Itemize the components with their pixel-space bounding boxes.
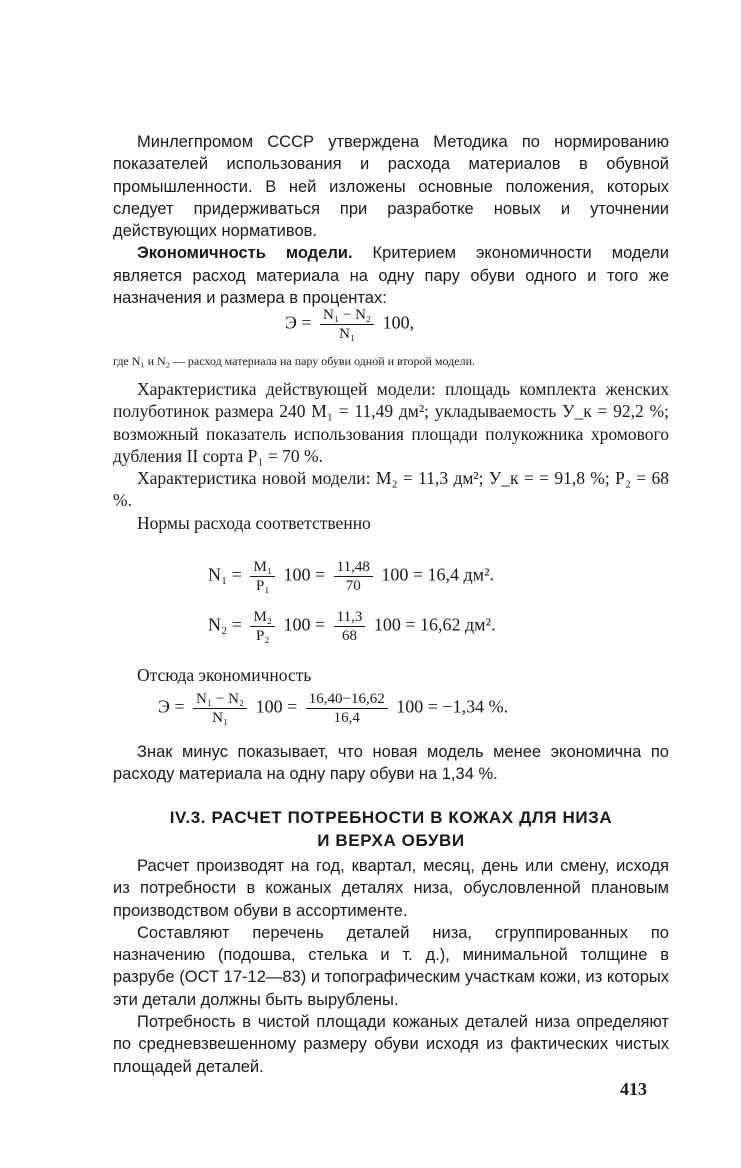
formula-n2 (208, 608, 495, 645)
where-note: где N₁ и N₂ — расход материала на пару обуви одной и второй модели. (113, 354, 476, 368)
formula1-numerator: N₁ − N₂ (320, 306, 374, 325)
formula3-fraction-2 (334, 608, 366, 645)
formula4-mid: 100 = (255, 696, 298, 717)
formula4-fraction-2 (306, 690, 388, 727)
formula4-lhs: Э = (158, 696, 185, 717)
new-model-characteristics: Характеристика новой модели: M₂ = 11,3 дм²; У_к = = 91,8 %; P₂ = 68 %. (113, 468, 669, 511)
current-model-characteristics: Характеристика действующей модели: площадь комплекта женских полуботинок размера 240 M₁ = 11,49 дм²; укладываемость У_к = 92,2 %; возможный показатель использования площади полукожника хромового дубления II сорта P₁ = 70 %. (113, 379, 669, 466)
formula4-fraction-1 (193, 690, 247, 727)
formula2-mid: 100 = (283, 564, 326, 585)
formula1-fraction (320, 306, 374, 343)
formula2-lhs: N₁ = (208, 564, 242, 585)
formula-economy-result (158, 690, 508, 727)
section-heading-line-1: IV.3. РАСЧЕТ ПОТРЕБНОСТИ В КОЖАХ ДЛЯ НИЗА (169, 808, 613, 827)
section-heading (113, 806, 669, 852)
formula3-mid: 100 = (283, 614, 326, 635)
formula4-numerator-2: 16,40−16,62 (306, 690, 388, 709)
intro-block (113, 131, 669, 309)
formula1-rhs: 100, (382, 312, 415, 333)
formula3-lhs: N₂ = (208, 614, 242, 635)
economy-text: Критерием экономичности модели является расход материала на одну пару обуви одного и того же назначения и размера в процентах: (113, 244, 669, 308)
formula1-denominator: N₁ (339, 326, 356, 342)
formula2-fraction-1 (250, 558, 275, 595)
formula3-fraction-1 (250, 608, 275, 645)
conclusion-block (113, 741, 669, 786)
formula2-rhs: 100 = 16,4 дм². (381, 564, 494, 585)
economy-paragraph (113, 242, 669, 309)
formula4-denominator-2: 16,4 (333, 710, 360, 726)
formula2-numerator-1: M₁ (250, 558, 275, 577)
formula4-rhs: 100 = −1,34 %. (396, 696, 509, 717)
formula4-numerator-1: N₁ − N₂ (193, 690, 247, 709)
conclusion-paragraph: Знак минус показывает, что новая модель менее экономична по расходу материала на одну пару обуви на 1,34 %. (113, 743, 669, 784)
characteristics-block (113, 378, 669, 534)
formula2-fraction-2 (334, 558, 373, 595)
economy-intro: Отсюда экономичность (137, 665, 312, 685)
page-number: 413 (620, 1079, 647, 1099)
economy-intro-block (113, 664, 669, 686)
formula3-numerator-1: M₂ (250, 608, 275, 627)
formula3-rhs: 100 = 16,62 дм². (373, 614, 496, 635)
section-heading-line-2: И ВЕРХА ОБУВИ (317, 831, 465, 850)
formula1-lhs: Э = (285, 312, 312, 333)
section-body (113, 855, 669, 1078)
formula3-denominator-1: P₂ (255, 628, 270, 644)
economy-lead: Экономичность модели. (137, 244, 353, 263)
formula2-denominator-1: P₁ (255, 578, 270, 594)
formula3-denominator-2: 68 (342, 628, 358, 644)
formula-economy-general (285, 306, 414, 343)
formula2-numerator-2: 11,48 (334, 558, 373, 577)
formula3-numerator-2: 11,3 (334, 608, 366, 627)
section-paragraph-1: Расчет производят на год, квартал, месяц, день или смену, исходя из потребности в кожаных деталях низа, обусловленной плановым производством обуви в ассортименте. (113, 857, 669, 920)
section-paragraph-3: Потребность в чистой площади кожаных деталей низа определяют по средневзвешенному размеру обуви исходя из фактических чистых площадей деталей. (113, 1013, 669, 1076)
section-paragraph-2: Составляют перечень деталей низа, сгруппированных по назначению (подошва, стелька и т. д.), минимальной толщине в разрубе (ОСТ 17-12—83) и топографическим участкам кожи, из которых эти детали должны быть вырублены. (113, 923, 669, 1009)
formula4-denominator-1: N₁ (212, 710, 229, 726)
formula-n1 (208, 558, 494, 595)
intro-paragraph: Минлегпромом СССР утверждена Методика по нормированию показателей использования и расхода материалов в обувной промышленности. В ней изложены основные положения, которых следует придерживаться при разработке новых и уточнении действующих нормативов. (113, 133, 669, 241)
norms-intro: Нормы расхода соответственно (137, 512, 371, 533)
formula2-denominator-2: 70 (345, 578, 361, 594)
